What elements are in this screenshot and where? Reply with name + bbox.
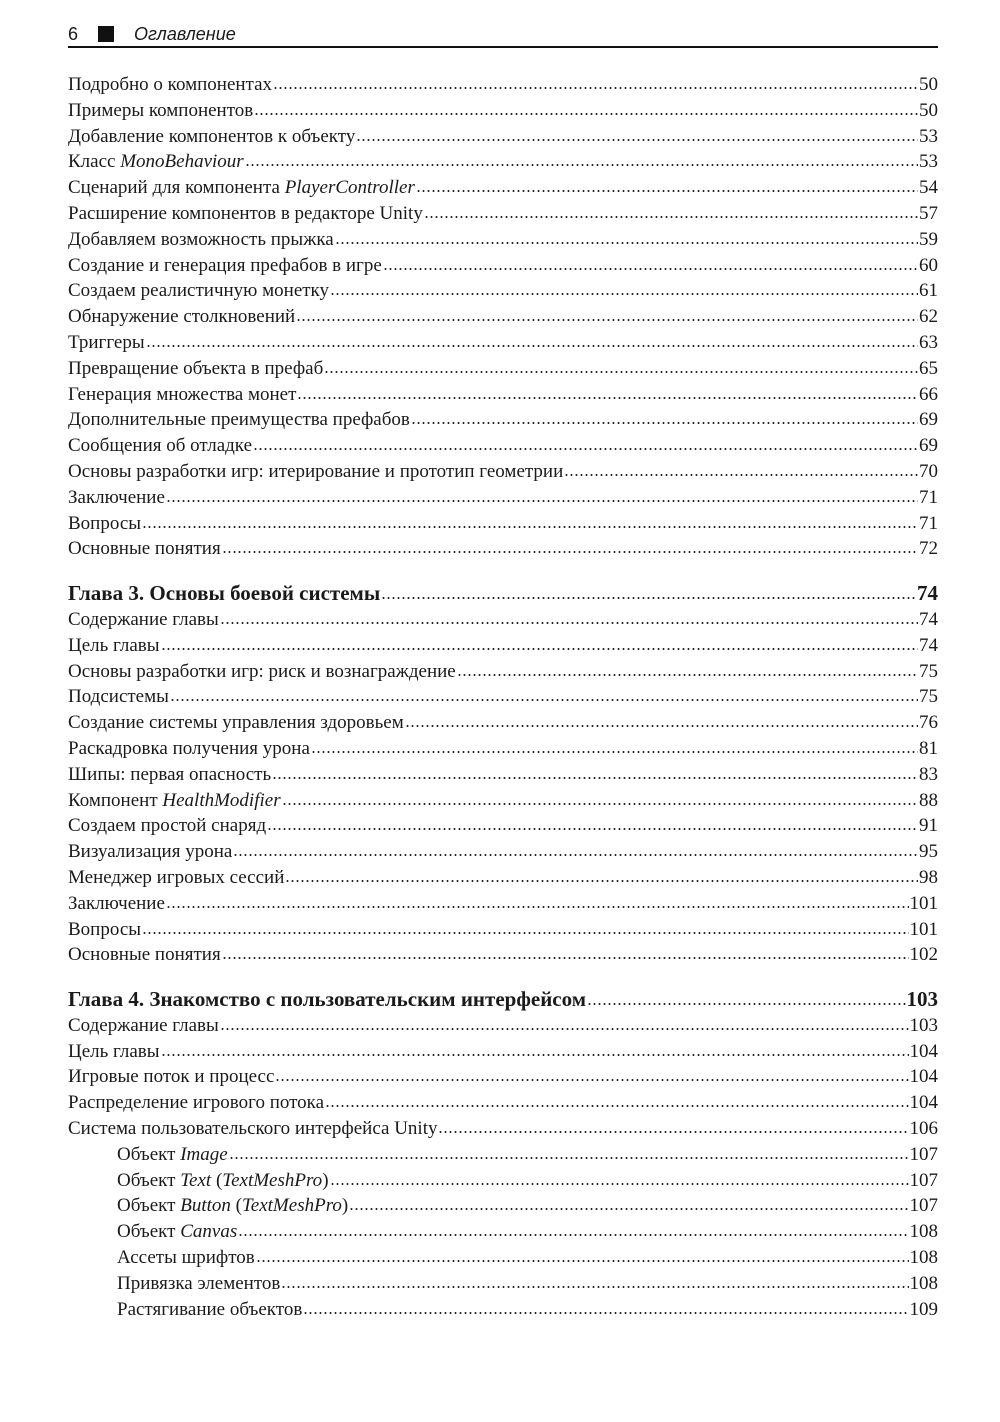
entry-title xyxy=(68,1116,437,1142)
toc-entry xyxy=(68,278,938,304)
square-bullet-icon xyxy=(98,26,114,42)
dot-leader xyxy=(142,525,918,529)
dot-leader xyxy=(330,292,918,296)
dot-leader xyxy=(161,1053,909,1057)
entry-title-part: Менеджер игровых сессий xyxy=(68,866,285,888)
dot-leader xyxy=(281,1285,908,1289)
dot-leader xyxy=(296,318,918,322)
entry-title xyxy=(68,124,355,150)
toc-entry xyxy=(68,149,938,175)
entry-page-number: 107 xyxy=(909,1143,938,1165)
entry-title-part: Система пользовательского интерфейса Unity xyxy=(68,1118,438,1140)
entry-title-italic-part: Image xyxy=(180,1143,228,1165)
entry-title xyxy=(68,511,141,537)
entry-page-number: 103 xyxy=(906,987,938,1012)
entry-title xyxy=(68,865,284,891)
entry-title xyxy=(68,659,456,685)
entry-title xyxy=(68,253,382,279)
dot-leader xyxy=(238,1233,908,1237)
entry-title-part: Добавление компонентов к объекту xyxy=(68,125,356,147)
entry-page-number: 54 xyxy=(919,177,938,199)
entry-title xyxy=(68,917,141,943)
entry-title-part: ) xyxy=(341,1195,349,1217)
dot-leader xyxy=(457,673,918,677)
entry-page-number: 61 xyxy=(919,280,938,302)
dot-leader xyxy=(256,1259,909,1263)
dot-leader xyxy=(222,550,918,554)
dot-leader xyxy=(303,1311,908,1315)
entry-title xyxy=(68,330,145,356)
entry-title-italic-part: PlayerController xyxy=(284,177,415,199)
toc-entry xyxy=(68,891,938,917)
entry-page-number: 103 xyxy=(909,1014,938,1036)
entry-title-part: ) xyxy=(322,1169,329,1191)
entry-title-part: Распределение игрового потока xyxy=(68,1092,325,1114)
entry-page-number: 98 xyxy=(919,866,938,888)
dot-leader xyxy=(285,879,918,883)
entry-page-number: 71 xyxy=(919,486,938,508)
entry-title-part: Шипы: первая опасность xyxy=(68,763,272,785)
toc-entry xyxy=(68,1116,938,1142)
dot-leader xyxy=(587,1002,905,1006)
entry-title xyxy=(68,149,244,175)
dot-leader xyxy=(161,647,918,651)
dot-leader xyxy=(416,189,918,193)
dot-leader xyxy=(220,1027,909,1031)
entry-title-part: Визуализация урона xyxy=(68,841,233,863)
entry-page-number: 59 xyxy=(919,228,938,250)
dot-leader xyxy=(166,905,909,909)
entry-title xyxy=(117,1297,302,1323)
toc-entry xyxy=(68,684,938,710)
entry-page-number: 101 xyxy=(909,892,938,914)
entry-title-part: Привязка элементов xyxy=(117,1272,281,1294)
dot-leader xyxy=(254,112,918,116)
toc-entry xyxy=(68,762,938,788)
dot-leader xyxy=(142,931,908,935)
entry-page-number: 74 xyxy=(917,581,938,606)
entry-title xyxy=(68,813,266,839)
entry-page-number: 72 xyxy=(919,538,938,560)
entry-title-part: Создание системы управления здоровьем xyxy=(68,712,404,734)
entry-page-number: 95 xyxy=(919,841,938,863)
dot-leader xyxy=(297,396,918,400)
entry-page-number: 70 xyxy=(919,460,938,482)
entry-title-part: Растягивание объектов xyxy=(117,1298,303,1320)
dot-leader xyxy=(220,621,918,625)
toc-entry xyxy=(68,942,938,968)
entry-title-italic-part: TextMeshPro xyxy=(222,1169,323,1191)
toc-entry xyxy=(68,659,938,685)
dot-leader xyxy=(253,447,918,451)
dot-leader xyxy=(564,473,918,477)
dot-leader xyxy=(146,344,918,348)
entry-page-number: 74 xyxy=(919,634,938,656)
entry-title xyxy=(117,1219,237,1245)
entry-title xyxy=(117,1168,329,1194)
entry-page-number: 69 xyxy=(919,435,938,457)
dot-leader xyxy=(424,215,918,219)
toc-entry xyxy=(68,839,938,865)
entry-title-part: Заключение xyxy=(68,892,165,914)
entry-title xyxy=(68,98,253,124)
dot-leader xyxy=(330,1182,909,1186)
entry-title xyxy=(68,581,380,607)
running-title: Оглавление xyxy=(134,23,236,44)
entry-title-part: Глава 4. Знакомство с пользовательским интерфейсом xyxy=(68,987,587,1012)
entry-page-number: 109 xyxy=(909,1298,938,1320)
dot-leader xyxy=(411,421,918,425)
entry-title xyxy=(117,1245,255,1271)
toc-entry xyxy=(68,98,938,124)
toc-entry xyxy=(68,607,938,633)
entry-title-part: Ассеты шрифтов xyxy=(117,1247,255,1269)
entry-page-number: 81 xyxy=(919,737,938,759)
entry-title-part: Триггеры xyxy=(68,331,145,353)
entry-title-part: Генерация множества монет xyxy=(68,383,297,405)
toc-entry xyxy=(68,710,938,736)
toc-chapter-entry xyxy=(68,581,938,607)
toc-entry xyxy=(68,1193,938,1219)
entry-page-number: 102 xyxy=(909,944,938,966)
toc-entry xyxy=(68,1064,938,1090)
toc-entry xyxy=(68,485,938,511)
entry-title xyxy=(68,278,329,304)
dot-leader xyxy=(166,499,918,503)
toc-chapter-entry xyxy=(68,987,938,1013)
toc-entry xyxy=(68,1245,938,1271)
toc-entry xyxy=(68,124,938,150)
toc-entry xyxy=(68,356,938,382)
entry-title-part: Объект xyxy=(117,1195,181,1217)
entry-title xyxy=(68,407,410,433)
dot-leader xyxy=(324,370,918,374)
dot-leader xyxy=(282,802,918,806)
entry-title-italic-part: Button xyxy=(180,1195,231,1217)
entry-title-italic-part: Text xyxy=(180,1169,212,1191)
entry-title-part: ( xyxy=(230,1195,242,1217)
entry-title xyxy=(68,72,272,98)
entry-title xyxy=(68,891,165,917)
entry-title-part: Примеры компонентов xyxy=(68,99,254,121)
entry-page-number: 88 xyxy=(919,789,938,811)
toc-entry xyxy=(68,382,938,408)
entry-title-part: Создание и генерация префабов в игре xyxy=(68,254,382,276)
entry-title xyxy=(117,1142,228,1168)
entry-page-number: 108 xyxy=(909,1272,938,1294)
entry-page-number: 53 xyxy=(919,125,938,147)
dot-leader xyxy=(229,1156,909,1160)
entry-title xyxy=(68,736,310,762)
entry-page-number: 63 xyxy=(919,331,938,353)
entry-page-number: 65 xyxy=(919,357,938,379)
dot-leader xyxy=(233,853,918,857)
entry-title-part: Создаем простой снаряд xyxy=(68,815,267,837)
toc-entry xyxy=(68,736,938,762)
toc-entry xyxy=(68,201,938,227)
dot-leader xyxy=(381,596,916,600)
entry-title xyxy=(68,839,232,865)
entry-title-part: Объект xyxy=(117,1221,181,1243)
toc-entry xyxy=(68,253,938,279)
entry-title-part: Сообщения об отладке xyxy=(68,435,252,457)
entry-page-number: 106 xyxy=(909,1118,938,1140)
entry-page-number: 75 xyxy=(919,686,938,708)
dot-leader xyxy=(349,1207,908,1211)
toc-entry xyxy=(68,633,938,659)
toc-entry xyxy=(68,1090,938,1116)
entry-title xyxy=(68,485,165,511)
entry-title-part: Содержание главы xyxy=(68,608,219,630)
dot-leader xyxy=(438,1130,908,1134)
dot-leader xyxy=(222,956,909,960)
entry-title xyxy=(68,633,160,659)
dot-leader xyxy=(267,827,918,831)
entry-title-part: Раскадровка получения урона xyxy=(68,737,310,759)
entry-title xyxy=(68,942,221,968)
dot-leader xyxy=(245,163,918,167)
entry-title xyxy=(68,175,415,201)
entry-title-part: Основные понятия xyxy=(68,538,221,560)
entry-page-number: 74 xyxy=(919,608,938,630)
entry-title xyxy=(68,1039,160,1065)
entry-page-number: 107 xyxy=(909,1195,938,1217)
toc-entry xyxy=(68,175,938,201)
entry-title-italic-part: MonoBehaviour xyxy=(120,151,244,173)
table-of-contents xyxy=(68,72,938,1322)
toc-entry xyxy=(68,330,938,356)
entry-page-number: 104 xyxy=(909,1040,938,1062)
entry-title-part: Цель главы xyxy=(68,634,160,656)
entry-title-italic-part: Canvas xyxy=(180,1221,238,1243)
entry-title xyxy=(68,459,563,485)
toc-entry xyxy=(68,813,938,839)
dot-leader xyxy=(405,724,918,728)
toc-entry xyxy=(68,865,938,891)
entry-title xyxy=(68,710,404,736)
toc-entry xyxy=(68,72,938,98)
entry-title xyxy=(68,536,221,562)
entry-title xyxy=(68,304,295,330)
entry-title-part: Объект xyxy=(117,1169,181,1191)
entry-title xyxy=(117,1271,280,1297)
entry-title-part: Вопросы xyxy=(68,512,142,534)
toc-entry xyxy=(68,511,938,537)
entry-page-number: 107 xyxy=(909,1169,938,1191)
toc-entry xyxy=(68,459,938,485)
entry-page-number: 50 xyxy=(919,74,938,95)
entry-page-number: 76 xyxy=(919,712,938,734)
entry-page-number: 62 xyxy=(919,306,938,328)
dot-leader xyxy=(275,1078,908,1082)
page-number: 6 xyxy=(68,23,79,44)
entry-title-part: Дополнительные преимущества префабов xyxy=(68,409,410,431)
dot-leader xyxy=(311,750,918,754)
entry-page-number: 91 xyxy=(919,815,938,837)
entry-page-number: 53 xyxy=(919,151,938,173)
entry-title-part: Подробно о компонентах xyxy=(68,74,273,95)
dot-leader xyxy=(325,1104,908,1108)
entry-title xyxy=(68,1013,219,1039)
entry-title xyxy=(68,1090,324,1116)
entry-title-part: Превращение объекта в префаб xyxy=(68,357,324,379)
entry-page-number: 108 xyxy=(909,1221,938,1243)
entry-title xyxy=(68,382,296,408)
entry-title xyxy=(68,1064,274,1090)
entry-title-part: Обнаружение столкновений xyxy=(68,306,296,328)
toc-entry xyxy=(68,227,938,253)
toc-entry xyxy=(68,788,938,814)
toc-entry xyxy=(68,1142,938,1168)
toc-entry xyxy=(68,1297,938,1323)
entry-page-number: 104 xyxy=(909,1066,938,1088)
entry-title-part: Подсистемы xyxy=(68,686,169,708)
entry-title-part: Заключение xyxy=(68,486,165,508)
entry-title xyxy=(68,201,423,227)
dot-leader xyxy=(170,698,918,702)
entry-title-part: Цель главы xyxy=(68,1040,160,1062)
toc-entry xyxy=(68,304,938,330)
entry-title xyxy=(117,1193,348,1219)
toc-entry xyxy=(68,1039,938,1065)
entry-title-part: ( xyxy=(211,1169,223,1191)
entry-page-number: 101 xyxy=(909,918,938,940)
entry-page-number: 75 xyxy=(919,660,938,682)
entry-title-part: Компонент xyxy=(68,789,163,811)
entry-page-number: 57 xyxy=(919,202,938,224)
entry-page-number: 83 xyxy=(919,763,938,785)
entry-title-part: Игровые поток и процесс xyxy=(68,1066,275,1088)
entry-title-part: Класс xyxy=(68,151,121,173)
entry-page-number: 104 xyxy=(909,1092,938,1114)
toc-entry xyxy=(68,1271,938,1297)
toc-entry xyxy=(68,407,938,433)
entry-title xyxy=(68,762,271,788)
entry-title xyxy=(68,607,219,633)
entry-title xyxy=(68,684,169,710)
entry-title xyxy=(68,433,252,459)
entry-page-number: 50 xyxy=(919,99,938,121)
toc-entry xyxy=(68,1168,938,1194)
dot-leader xyxy=(383,267,918,271)
toc-entry xyxy=(68,433,938,459)
entry-page-number: 108 xyxy=(909,1247,938,1269)
toc-entry xyxy=(68,1219,938,1245)
entry-title-part: Вопросы xyxy=(68,918,142,940)
entry-title-part: Содержание главы xyxy=(68,1014,219,1036)
entry-page-number: 60 xyxy=(919,254,938,276)
entry-title-part: Расширение компонентов в редакторе Unity xyxy=(68,202,423,224)
entry-page-number: 71 xyxy=(919,512,938,534)
dot-leader xyxy=(272,776,918,780)
entry-title xyxy=(68,227,334,253)
toc-entry xyxy=(68,1013,938,1039)
entry-title-part: Основы разработки игр: риск и вознаграждение xyxy=(68,660,456,682)
entry-page-number: 66 xyxy=(919,383,938,405)
entry-title-part: Добавляем возможность прыжка xyxy=(68,228,334,250)
entry-title xyxy=(68,987,586,1013)
entry-title-part: Создаем реалистичную монетку xyxy=(68,280,330,302)
entry-title xyxy=(68,356,323,382)
toc-entry xyxy=(68,536,938,562)
running-header xyxy=(68,22,938,48)
entry-title-part: Объект xyxy=(117,1143,181,1165)
toc-entry xyxy=(68,917,938,943)
entry-title-part: Основные понятия xyxy=(68,944,221,966)
entry-title-italic-part: TextMeshPro xyxy=(241,1195,342,1217)
entry-title-italic-part: HealthModifier xyxy=(162,789,281,811)
entry-title-part: Сценарий для компонента xyxy=(68,177,285,199)
dot-leader xyxy=(335,241,918,245)
entry-page-number: 69 xyxy=(919,409,938,431)
entry-title xyxy=(68,788,281,814)
dot-leader xyxy=(356,138,918,142)
entry-title-part: Глава 3. Основы боевой системы xyxy=(68,581,381,606)
entry-title-part: Основы разработки игр: итерирование и прототип геометрии xyxy=(68,460,564,482)
dot-leader xyxy=(273,86,918,90)
